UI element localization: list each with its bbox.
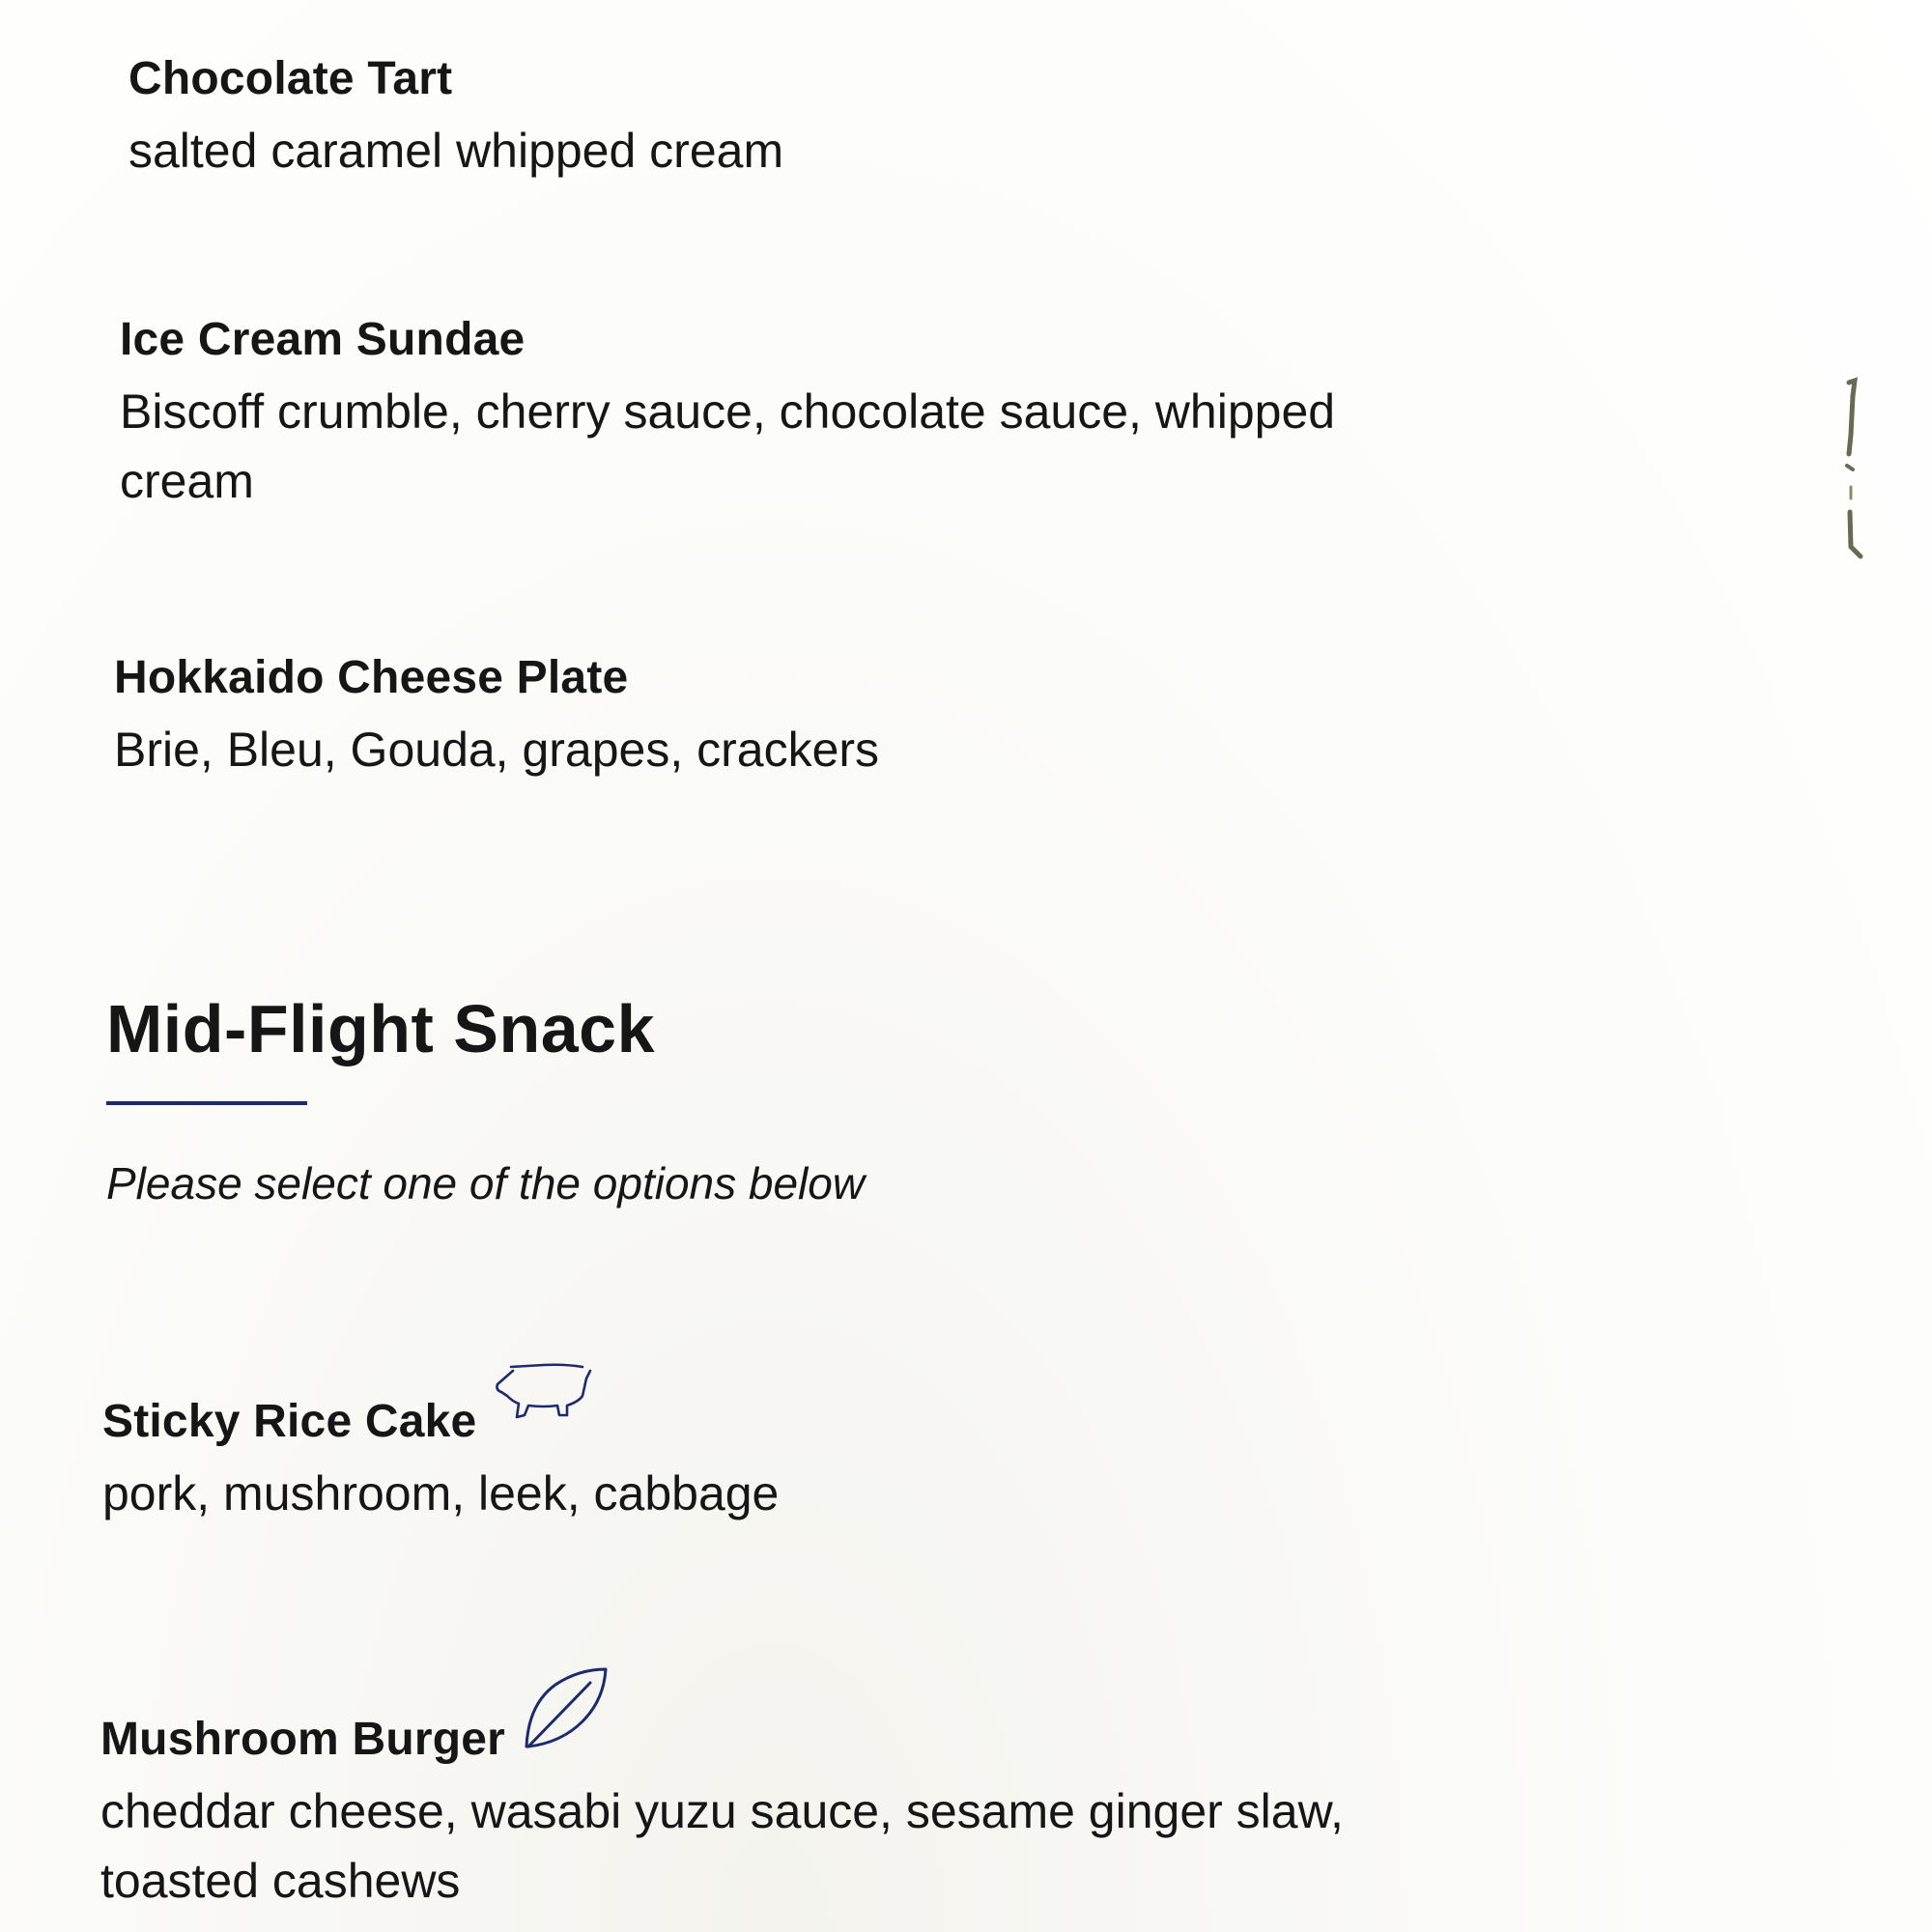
item-description: pork, mushroom, leek, cabbage [102,1466,780,1520]
section-title: Mid-Flight Snack [106,991,655,1066]
item-description: Brie, Bleu, Gouda, grapes, crackers [114,723,880,777]
staple-mark [1835,377,1864,575]
menu-item-sticky-rice-cake [102,1357,1435,1528]
item-description: cheddar cheese, wasabi yuzu sauce, sesame ginger slaw, toasted cashews [100,1784,1344,1908]
item-name: Chocolate Tart [128,53,453,104]
section-divider [106,1101,307,1105]
item-name: Sticky Rice Cake [102,1396,477,1447]
menu-item-mushroom-burger [100,1662,1434,1916]
item-name-row [100,1662,1434,1763]
menu-item-hokkaido-cheese-plate [114,652,1447,784]
section-note: Please select one of the options below [106,1158,866,1208]
menu-item-chocolate-tart [128,53,1462,185]
pig-icon [490,1357,596,1445]
item-name: Mushroom Burger [100,1714,506,1765]
menu-item-ice-cream-sundae [120,314,1434,516]
item-name: Ice Cream Sundae [120,314,526,365]
item-name-row [102,1357,1435,1445]
leaf-icon [519,1662,611,1763]
item-name: Hokkaido Cheese Plate [114,652,629,703]
item-description: salted caramel whipped cream [128,124,784,178]
item-description: Biscoff crumble, cherry sauce, chocolate sauce, whipped cream [120,384,1336,508]
